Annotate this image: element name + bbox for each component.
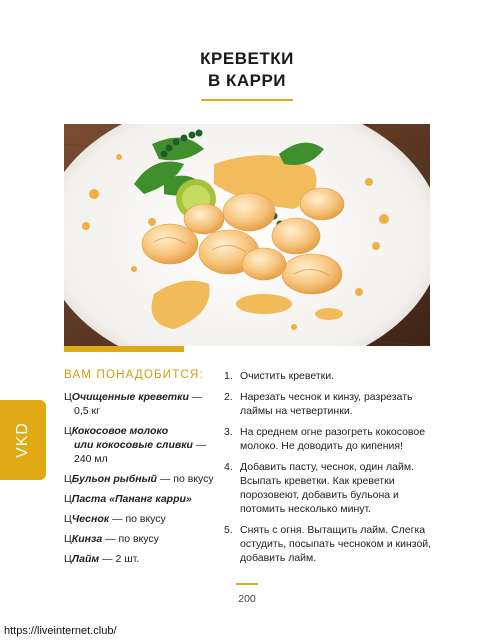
step-number: 2. <box>224 391 233 403</box>
ingredient-marker: Ц <box>64 391 72 403</box>
ingredient-item <box>64 424 214 466</box>
step-number: 3. <box>224 426 233 438</box>
ingredient-name: Паста «Пананг карри» <box>71 493 192 505</box>
ingredient-name: Очищенные креветки <box>71 391 189 403</box>
step-text: Очистить креветки. <box>240 370 335 382</box>
steps-list <box>224 369 434 572</box>
ingredient-amount: — <box>188 391 203 403</box>
ingredient-item <box>64 532 214 546</box>
step-item <box>224 425 434 453</box>
ingredients-heading: ВАМ ПОНАДОБИТСЯ: <box>64 369 204 381</box>
ingredient-name: Чеснок <box>71 513 110 525</box>
step-item <box>224 390 434 418</box>
step-text: На среднем огне разогреть кокосовое молоко. Не доводить до кипения! <box>240 426 426 452</box>
step-number: 1. <box>224 370 233 382</box>
ingredient-amount-cont: 240 мл <box>74 453 108 465</box>
step-number: 5. <box>224 524 233 536</box>
ingredient-alt <box>64 438 214 452</box>
ingredient-marker: Ц <box>64 553 72 565</box>
ingredient-item <box>64 552 214 566</box>
ingredient-marker: Ц <box>64 425 72 437</box>
ingredient-item <box>64 390 214 418</box>
ingredient-amount: — по вкусу <box>109 513 166 525</box>
page-number-rule <box>236 583 258 585</box>
ingredient-marker: Ц <box>64 533 72 545</box>
ingredient-name: Кинза <box>71 533 103 545</box>
step-number: 4. <box>224 461 233 473</box>
ingredient-name: Лайм <box>71 553 100 565</box>
ingredient-item <box>64 472 214 486</box>
ingredient-marker: Ц <box>64 513 72 525</box>
ingredient-name: Кокосовое молоко <box>71 425 169 437</box>
step-text: Добавить пасту, чеснок, один лайм. Всыпать креветки. Как креветки порозовеют, добавить бульона и потомить несколько минут. <box>240 461 414 515</box>
ingredient-marker: Ц <box>64 493 72 505</box>
source-watermark[interactable]: https://liveinternet.club/ <box>4 625 117 637</box>
dish-photo <box>64 124 430 346</box>
ingredient-alt-dash: — <box>192 439 207 451</box>
step-text: Снять с огня. Вытащить лайм. Слегка остудить, посыпать чесноком и кинзой, добавить лайм. <box>240 524 432 564</box>
ingredient-alt-name: или кокосовые сливки <box>74 439 193 451</box>
step-item <box>224 460 434 516</box>
step-text: Нарезать чеснок и кинзу, разрезать лаймы на четвертинки. <box>240 391 413 417</box>
chapter-side-tab-label: VKD <box>14 422 31 458</box>
step-item <box>224 523 434 565</box>
ingredient-marker: Ц <box>64 473 72 485</box>
ingredient-name: Бульон рыбный <box>71 473 157 485</box>
page-number: 200 <box>238 593 256 605</box>
ingredient-item <box>64 512 214 526</box>
ingredient-amount: — по вкусу <box>156 473 214 485</box>
ingredient-amount: — 2 шт. <box>99 553 140 565</box>
step-item <box>224 369 434 383</box>
dish-photo-illustration <box>64 124 430 346</box>
recipe-title <box>0 48 494 92</box>
recipe-title-line-2: В КАРРИ <box>207 71 287 90</box>
chapter-side-tab <box>0 400 46 480</box>
ingredient-amount-cont: 0,5 кг <box>74 405 100 417</box>
ingredient-item <box>64 492 214 506</box>
ingredient-amount: — по вкусу <box>102 533 159 545</box>
recipe-title-line-1: КРЕВЕТКИ <box>200 49 294 68</box>
title-underline <box>201 99 293 101</box>
photo-accent-bar <box>64 346 184 352</box>
ingredients-list <box>64 390 214 572</box>
